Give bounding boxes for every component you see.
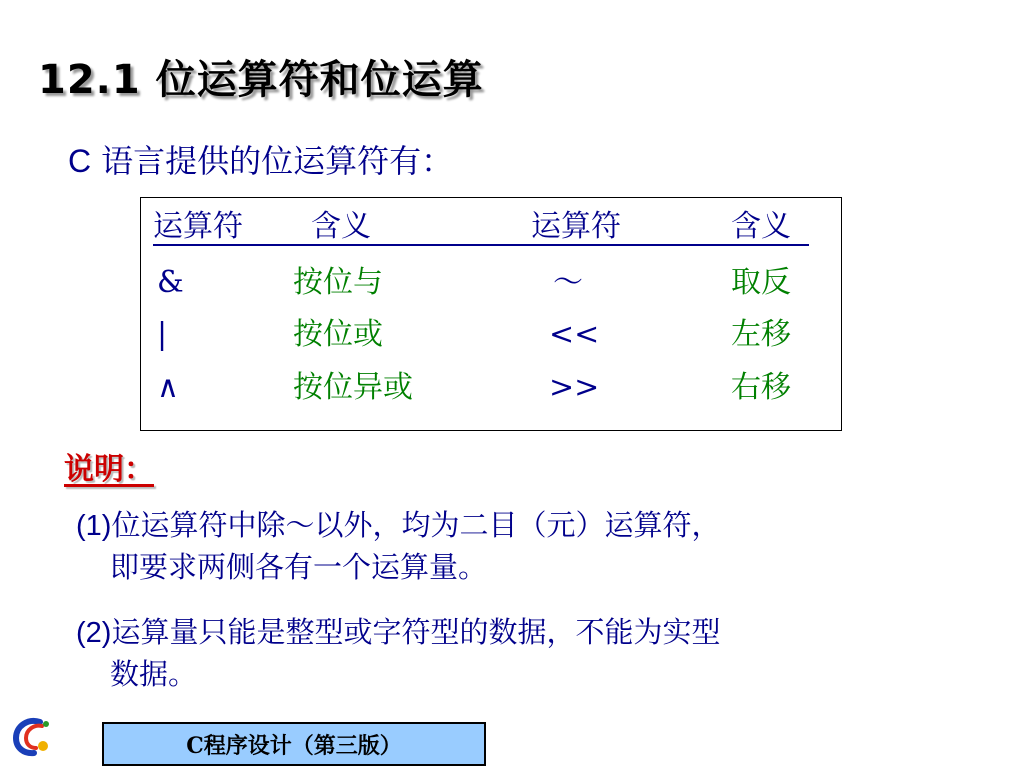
header-underline	[153, 244, 809, 246]
intro-text: 语言提供的位运算符有：	[101, 142, 454, 180]
header-meaning-1: 含义	[311, 209, 371, 244]
operator-right-shift: >>	[549, 370, 600, 405]
note-item-1-number: (1)	[76, 510, 112, 542]
note-item-1	[76, 505, 720, 587]
operator-not: ～	[553, 265, 583, 300]
header-operator-1: 运算符	[153, 209, 243, 244]
operator-xor: ∧	[157, 370, 179, 405]
note-item-2-number: (2)	[76, 617, 112, 649]
note-item-2-line-1: 运算量只能是整型或字符型的数据，不能为实型	[111, 615, 721, 649]
notes-label: 说明：	[64, 452, 154, 487]
header-operator-2: 运算符	[531, 209, 621, 244]
slide-title: 12.1 位运算符和位运算	[38, 57, 484, 103]
c-program-logo-icon	[10, 716, 54, 758]
operator-or: |	[157, 317, 168, 352]
operator-and: &	[157, 265, 184, 300]
operator-left-shift: <<	[549, 317, 600, 352]
note-item-1-line-2: 即要求两侧各有一个运算量。	[110, 549, 488, 584]
meaning-right-shift: 右移	[731, 370, 791, 405]
header-meaning-2: 含义	[731, 209, 791, 244]
meaning-or: 按位或	[293, 317, 383, 352]
intro-language-letter: C	[68, 143, 92, 179]
operator-table	[140, 197, 842, 431]
meaning-left-shift: 左移	[731, 317, 791, 352]
note-item-2-line-2: 数据。	[110, 656, 198, 691]
note-item-2	[76, 612, 720, 694]
intro-line	[68, 136, 453, 182]
meaning-and: 按位与	[293, 265, 383, 300]
meaning-xor: 按位异或	[293, 370, 413, 405]
meaning-not: 取反	[731, 265, 791, 300]
book-title-footer: C程序设计（第三版）	[102, 722, 486, 766]
note-item-1-line-1: 位运算符中除～以外，均为二目（元）运算符，	[111, 508, 721, 542]
